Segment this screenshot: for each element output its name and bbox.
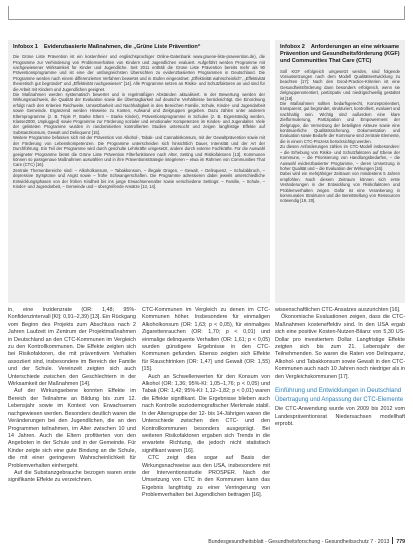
body-column-3 [275, 307, 405, 533]
body-paragraph: CTC zeigt dies sogar auf Basis der Wirkungsnachweise aus den USA, insbesondere mit der Interventionsstudie PROSPER. Nach der Umsetzung von CTC in den Kommunen kann das Ergebnis langfristig zu einer Verringerung von Problemverhalten bei Jugendlichen beitragen [16]. [142, 455, 270, 499]
body-paragraph: Auf der Wirkungsebene konnten Effekte im Bereich der Teilnahme an Bildung bis zum 12. Lebensjahr sowie im Kontext von Erwachsenen nachgewiesen werden. Besonders deutlich waren die Veränderungen bei den Jugendlichen, die an den Programmen teilnahmen, im Alter zwischen 10 und 14 Jahren. Auch die Eltern profitierten von den Angeboten in der Schule und in der Gemeinde. Für Kinder zeigte sich eine gute Bindung an die Schule, die mit einer geringeren Wahrscheinlichkeit für Problemverhalten einhergeht. [8, 388, 136, 469]
infobox-1-title [13, 44, 265, 51]
infobox-2-paragraph: Zu diesen Anforderungen zählen im CTC-Modell insbesondere: – die Erhebung von Risiko- und Schutzfaktoren auf Ebene der Kommune, – die Priorisierung von Handlungsbedarfen, – die Auswahl evidenzbasierter Programme, – deren Umsetzung in hoher Qualität und – die Evaluation der Wirkungen [16]. [280, 144, 400, 171]
infobox-1 [8, 40, 270, 303]
infobox-1-label: Infobox 1 [13, 44, 38, 50]
infobox-1-paragraph: Weitere Programme befassen sich mit der Prävention von Alkohol-, Tabak- und Cannabiskonsum, mit der Gewaltprävention sowie mit der Förderung von Lebenskompetenzen. Die Programme unterscheiden sich hinsichtlich Dauer, Intensität und der Art der Durchführung. Ein Teil der Programme wird durch geschulte Lehrkräfte umgesetzt, andere durch externe Fachkräfte. Für die Auswahl geeigneter Programme bietet die Grüne Liste Prävention Filterfunktionen nach Alter, Setting und Risikofaktoren [13]. Kommunen können so passgenaue Maßnahmen auswählen und in ihre Präventionsstrategie integrieren – etwa im Rahmen von Communities That Care (CTC) [16]. [13, 135, 265, 168]
infobox-2-paragraph: Die Maßnahmen sollten bedarfsgerecht, Konzeptorientiert, transparent, gut begründet, strukturiert, kontrolliert, evaluiert und nachhaltig sein. Wichtig sind außerdem eine klare Zielformulierung, Partizipation und Empowerment der Zielgruppe, die Vernetzung der beteiligten Akteure sowie eine kontinuierliche Qualitätssicherung. Dokumentation und Evaluation sowie Bedarfe der Kommune sind zentrale Elemente, die in einem CTC-Prozess berücksichtigt werden. [280, 101, 400, 144]
body-column-1 [8, 307, 136, 533]
infobox-1-heading: Evidenzbasierte Maßnahmen, die „Grüne Liste Prävention“ [43, 44, 201, 50]
footer-divider [392, 537, 393, 544]
infobox-2-label: Infobox 2 [280, 44, 305, 50]
body-column-2 [142, 307, 270, 533]
journal-citation: Bundesgesundheitsblatt - Gesundheitsforschung - Gesundheitsschutz 7 · 2013 [208, 539, 390, 545]
infobox-2 [275, 40, 405, 303]
body-paragraph: Die CTC-Anwendung wurde von 2009 bis 2012 vom Landespräventionsrat Niedersachsen modellhaft erprobt. [275, 406, 405, 428]
page-number: 779 [396, 539, 405, 545]
infobox-2-paragraph: Dabei wird ein mehrjähriger Zeitraum von mindestens 5 Jahren empfohlen. Nach diesem Zeitraum können sich erste Veränderungen in der Entwicklung von Risikofaktoren und Problemverhalten zeigen. Dafür ist eine Verankerung in kommunalen Strukturen und die Bereitstellung von Ressourcen notwendig [19, 20]. [280, 171, 400, 204]
infobox-1-paragraph: Die Maßnahmen werden systematisch bewertet und in regelmäßigen Abständen aktualisiert. In der Bewertung werden der Wirkungsnachweis, die Qualität der Evaluation sowie die Übertragbarkeit auf deutsche Verhältnisse berücksichtigt. Die Einordnung erfolgt nach den Kriterien Reichweite, Umsetzbarkeit und Nachhaltigkeit in den Bereichen Familie, Schule, Kinder- und Jugendarbeit sowie Gemeinde. Ergänzend werden Hinweise zu Kosten, Aufwand und Zielgruppen gegeben. Dazu zählen unter anderem Elternprogramme (z. B. Triple P, Starke Eltern – Starke Kinder), Präventionsprogramme in Schulen (z. B. Eigenständig werden, Klasse2000, Unplugged) sowie Programme zur Förderung sozialer und emotionaler Kompetenzen im Kindes- und Jugendalter. Viele der gelisteten Programme wurden in randomisierten kontrollierten Studien untersucht und zeigen langfristige Effekte auf Substanzkonsum, Gewalt und Delinquenz [15]. [13, 92, 265, 135]
body-paragraph: Ökonomische Evaluationen zeigen, dass die CTC-Maßnahmen kosteneffektiv sind. In den USA ergab sich eine positive Kosten-Nutzen-Bilanz von 5,30 US-Dollar pro investiertem Dollar. Langfristige Effekte zeigten sich bis zum 21. Lebensjahr der Teilnehmenden. So waren die Raten von Delinquenz, Alkohol- und Tabakkonsum sowie Gewalt in den CTC-Kommunen auch nach 10 Jahren noch niedriger als in den Vergleichskommunen [17]. [275, 314, 405, 380]
body-paragraph: Auch an Schwellenwerten für den Konsum von Alkohol (OR: 1,36; 95%-KI: 1,05–1,76; p < 0,05) und Tabak (OR: 1,42; 95%-KI: 1,12–1,82; p < 0,01) waren die Effekte signifikant. Die Ergebnisse blieben auch nach Kontrolle soziodemografischer Merkmale stabil. In der Altersgruppe der 12- bis 14-Jährigen waren die Unterschiede zwischen den CTC- und den Kontrollkommunen besonders ausgeprägt. Bei weiteren Risikofaktoren ergaben sich Trends in die erwartete Richtung, die jedoch nicht statistisch signifikant waren [16]. [142, 373, 270, 454]
body-paragraph: Auf die Substanzgebrauche bezogen waren erste signifikante Effekte zu verzeichnen. [8, 469, 136, 484]
infobox-2-paragraph: Soll KGF erfolgreich umgesetzt werden, sind folgende Voraussetzungen nach dem Modell Qualitätsentwicklung zu beachten [17]: Nach den Good-Practice-Kriterien ist eine Gesundheitsförderung dann besonders erfolgreich, wenn sie zielgruppenorientiert, partizipativ und niedrigschwellig gestaltet ist [18]. [280, 68, 400, 101]
page-footer [8, 537, 405, 547]
body-paragraph: wissenschaftlichen CTC-Ansatzes auszurichten [16]. [275, 307, 401, 313]
infobox-1-paragraph: Zentrale Themenbereiche sind: – Alkoholkonsum, – Tabakkonsum, – illegale Drogen, – Gewalt, – Delinquenz, – Schulabbruch, – depressive Symptome und Angst sowie – frühe Schwangerschaften. Die Programme adressieren dabei jeweils unterschiedliche Entwicklungsphasen von der frühen Kindheit bis ins junge Erwachsenenalter sowie verschiedene Settings: – Familie, – Schule, – Kinder- und Jugendarbeit, – Gemeinde und – übergreifende Ansätze [13, 14]. [13, 167, 265, 189]
body-paragraph: CTC-Kommunen im Vergleich zu denen im CTC-Kommunen höher. Insbesondere für einmaligen Alkoholkonsum (OR: 1,63; p < 0,05), für einmaliges Zigarettenrauchen (OR: 1,70; p < 0,01) und einmalige delinquente Verhalten (OR: 1,61; p < 0,05) wurden günstigere Ergebnisse in den CTC-Kommunen gefunden. Ebenso zeigten sich Effekte für Rauschtrinken (OR: 1,47) und Gewalt (OR: 1,55) [15]. [142, 307, 270, 373]
section-heading: Einführung und Entwicklungen in Deutschland [275, 387, 402, 395]
infobox-2-title [280, 44, 400, 66]
infobox-1-paragraph: Die Grüne Liste Prävention ist ein kostenfreier und englischsprachiger Online-Datenbank www.gruene-liste-praevention.de), die Programme zur Verhinderung von Problemverhalten von Kindern und Jugendlichen evaluiert. Aufgeführt werden Programme mit nachgewiesener Wirksamkeit für Kinder und Jugendliche. Seit 2011 enthält die Grüne Liste Prävention bereits mehr als 90 Präventionsprogramme und ist eine der umfangreichsten Übersichten zu evidenzbasierten Programmen in Deutschland. Die Programme werden nach einem differenzierten Verfahren bewertet und in Stufen eingeordnet: „Effektivität wahrscheinlich“, „Effektivität theoretisch gut begründet“ und „Effektivität nachgewiesen“ [14]. Alle Programme setzen an Risiko- und Schutzfaktoren an und sind für die Arbeit mit Kindern und Jugendlichen geeignet. [13, 54, 265, 92]
subsection-heading: Übertragung und Anpassung der CTC-Elemente [275, 396, 404, 403]
body-paragraph: in, eine Inzidenzrate (OR: 1,48; 95%-Konfidenzintervall [KI]: 0,91–2,39) [13]. Ein Rückgang vom Beginn des Projekts zum Abschluss nach 2 Jahren Laufzeit im Zentrum der Projektmaßnahmen in Deutschland an den CTC-Kommunen im Vergleich zu den Kontrollkommunen. Die Effekte zeigten sich bei Risikofaktoren, die mit präventivem Verhalten assoziiert sind, insbesondere im Bereich der Familie und der Schule. Vereinzelt zeigten sich auch Unterschiede zwischen den Geschlechtern in der Wirksamkeit der Maßnahmen [14]. [8, 307, 136, 388]
infobox-2-heading: Anforderungen an eine wirksame Prävention und Gesundheitsförderung (KGF) und Communities That Care (CTC) [280, 44, 400, 65]
header-frame [8, 6, 405, 20]
